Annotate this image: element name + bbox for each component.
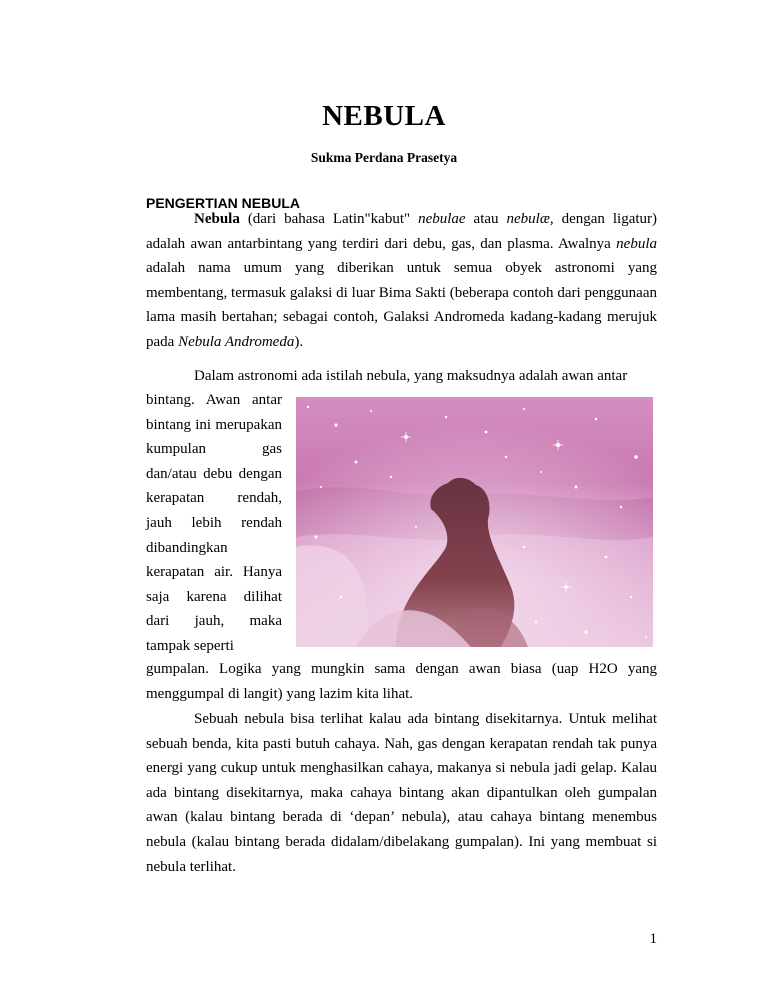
paragraph-astronomy-tail: gumpalan. Logika yang mungkin sama dengan awan biasa (uap H2O yang menggumpal di langit) yang lazim kita lihat.	[146, 661, 657, 702]
horsehead-nebula-image	[296, 397, 653, 647]
paragraph-definition: Nebula (dari bahasa Latin"kabut" nebulae atau nebulæ, dengan ligatur) adalah awan antarbintang yang terdiri dari debu, gas, dan plasma. Awalnya nebula adalah nama umum yang diberikan untuk semua obyek astronomi yang membentang, termasuk galaksi di luar Bima Sakti (beberapa contoh dari penggunaan lama masih bertahan; sebagai contoh, Galaksi Andromeda kadang-kadang merujuk pada Nebula Andromeda).	[146, 211, 658, 350]
document-author: Sukma Perdana Prasetya	[310, 150, 458, 165]
term-nebula: Nebula	[194, 211, 240, 227]
section-heading: PENGERTIAN NEBULA	[146, 195, 301, 211]
page-number: 1	[649, 931, 657, 947]
paragraph-astronomy-wrap: bintang. Awan antar bintang ini merupakan kumpulan gas dan/atau debu dengan kerapatan rendah, jauh lebih rendah dibandingkan kerapatan air. Hanya saja karena dilihat dari jauh, maka tampak seperti	[146, 392, 282, 654]
paragraph-astronomy-first-line: Dalam astronomi ada istilah nebula, yang maksudnya adalah awan antar	[194, 368, 628, 384]
paragraph-visibility: Sebuah nebula bisa terlihat kalau ada bintang disekitarnya. Untuk melihat sebuah benda, kita pasti butuh cahaya. Nah, gas dengan kerapatan rendah tak punya energi yang cukup untuk menghasilkan cahaya, makanya si nebula jadi gelap. Kalau ada bintang disekitarnya, maka cahaya bintang akan dipantulkan oleh gumpalan awan (kalau bintang berada di ‘depan’ nebula), atau cahaya bintang menembus nebula (kalau bintang berada didalam/dibelakang gumpalan). Ini yang membuat si nebula terlihat.	[146, 711, 657, 875]
document-title: NEBULA	[322, 100, 446, 132]
